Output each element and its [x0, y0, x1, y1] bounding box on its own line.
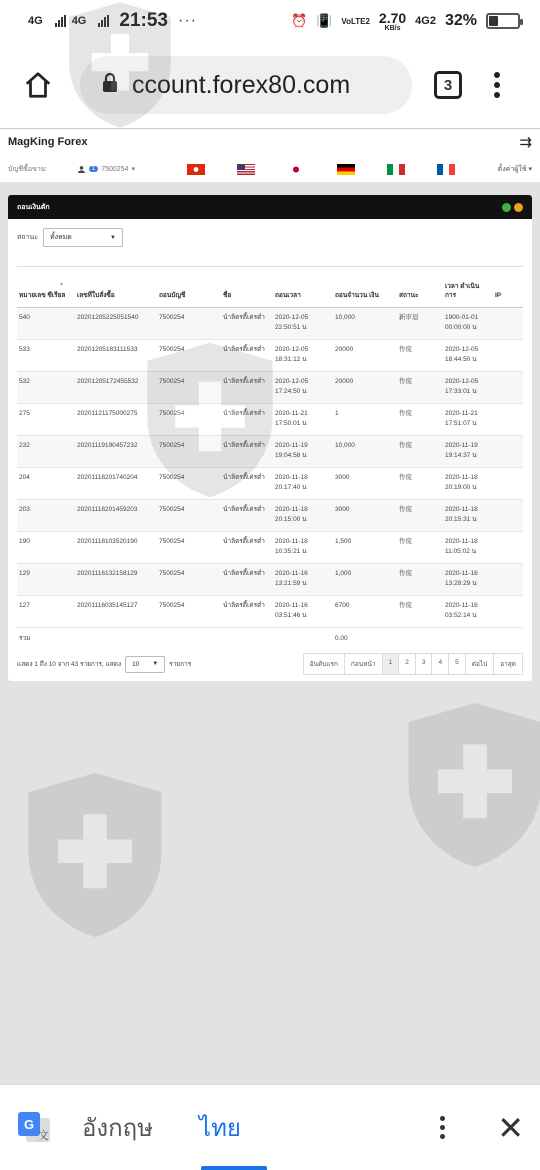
table-row: [17, 371, 523, 403]
cell-account: 7500254: [157, 435, 221, 467]
more-notifications-icon: ···: [177, 12, 197, 29]
cell-time: 2020-11-18 20:17:40 น: [273, 467, 333, 499]
cell-status: 作废: [397, 403, 443, 435]
cell-time: 2020-11-16 03:51:46 น: [273, 595, 333, 627]
cell-order: 20201116132158129: [75, 563, 157, 595]
page-5[interactable]: 5: [449, 654, 466, 674]
cell-amount: 1,500: [333, 531, 397, 563]
page-4[interactable]: 4: [432, 654, 449, 674]
user-icon: [77, 166, 86, 173]
cell-done: 2020-11-16 03:52:14 น: [443, 595, 493, 627]
network-type-1: 4G: [28, 14, 43, 27]
cell-account: 7500254: [157, 499, 221, 531]
page-next[interactable]: ต่อไป: [466, 654, 495, 674]
cell-ip: [493, 595, 523, 627]
withdrawal-panel: [8, 195, 532, 681]
cell-name: นำลิตรตี้เค่รตำ: [221, 595, 273, 627]
cell-ip: [493, 563, 523, 595]
cell-time: 2020-12-05 17:24:50 น: [273, 371, 333, 403]
cell-account: 7500254: [157, 467, 221, 499]
cell-amount: 6700: [333, 595, 397, 627]
network-speed: 2.70 KB/s: [378, 9, 407, 32]
table-row: [17, 435, 523, 467]
cell-serial: 540: [17, 307, 75, 339]
logout-icon[interactable]: ⇉: [519, 134, 532, 151]
cell-amount: 1: [333, 403, 397, 435]
cell-ip: [493, 435, 523, 467]
cell-done: 1900-01-01 00:00:00 น: [443, 307, 493, 339]
cell-name: นำลิตรตี้เค่รตำ: [221, 403, 273, 435]
france-flag[interactable]: [437, 164, 455, 175]
volte-indicator: VoLTE2: [341, 16, 370, 26]
expand-icon[interactable]: [502, 203, 511, 212]
cell-status: 作废: [397, 595, 443, 627]
cell-status: 作废: [397, 371, 443, 403]
network-type-2: 4G: [71, 14, 87, 27]
table-footer: [8, 647, 532, 681]
page-size-suffix: รายการ: [169, 661, 192, 668]
cell-done: 2020-11-18 11:05:02 น: [443, 531, 493, 563]
caret-down-icon: ▼: [152, 661, 159, 667]
cell-name: นำลิตรตี้เค่รตำ: [221, 531, 273, 563]
page-3[interactable]: 3: [416, 654, 433, 674]
cell-account: 7500254: [157, 531, 221, 563]
status-select[interactable]: ทั้งหมด ▼: [43, 228, 123, 247]
cell-account: 7500254: [157, 403, 221, 435]
cell-order: 20201205172455532: [75, 371, 157, 403]
cell-time: 2020-12-05 18:31:12 น: [273, 339, 333, 371]
col-done-time[interactable]: เวลา ดำเนิน การ: [443, 267, 493, 307]
cell-done: 2020-11-19 19:14:37 น: [443, 435, 493, 467]
cell-order: 20201116035145127: [75, 595, 157, 627]
site-brand[interactable]: MagKing Forex: [8, 136, 88, 148]
cell-time: 2020-11-18 20:15:00 น: [273, 499, 333, 531]
cell-name: นำลิตรตี้เค่รตำ: [221, 563, 273, 595]
cell-name: นำลิตรตี้เค่รตำ: [221, 435, 273, 467]
translate-menu-icon[interactable]: [440, 1116, 445, 1139]
source-language-tab[interactable]: อังกฤษ: [82, 1115, 154, 1142]
status-bar: [0, 0, 540, 42]
cell-order: 20201119190457232: [75, 435, 157, 467]
status-filter: [8, 219, 532, 256]
page-last[interactable]: อาสุด: [500, 661, 516, 668]
panel-header: [8, 195, 532, 219]
cell-time: 2020-12-05 22:50:51 น: [273, 307, 333, 339]
cell-serial: 232: [17, 435, 75, 467]
cell-account: 7500254: [157, 563, 221, 595]
cell-order: 20201205225051540: [75, 307, 157, 339]
account-label: บัญชีซื้อขาย:: [8, 165, 47, 173]
home-icon[interactable]: [18, 65, 58, 105]
cell-ip: [493, 371, 523, 403]
alarm-icon: ⏰: [290, 13, 308, 28]
google-translate-icon[interactable]: [16, 1110, 52, 1146]
cell-done: 2020-11-18 20:15:31 น: [443, 499, 493, 531]
table-row: [17, 339, 523, 371]
close-icon[interactable]: ✕: [497, 1109, 524, 1146]
lock-icon: [102, 71, 118, 100]
cell-ip: [493, 531, 523, 563]
cell-status: 作废: [397, 531, 443, 563]
cell-time: 2020-11-18 10:35:21 น: [273, 531, 333, 563]
table-row: [17, 307, 523, 339]
cell-amount: 20000: [333, 371, 397, 403]
page-size-select[interactable]: 10 ▼: [125, 656, 165, 673]
svg-text:文: 文: [38, 1128, 49, 1142]
cell-done: 2020-11-16 13:28:29 น: [443, 563, 493, 595]
url-bar[interactable]: [80, 56, 412, 114]
battery-icon: [486, 13, 520, 29]
withdrawal-table: [17, 267, 523, 647]
browser-toolbar: [0, 42, 540, 128]
signal-icon-1: [55, 15, 66, 27]
cell-time: 2020-11-19 19:04:58 น: [273, 435, 333, 467]
table-row: [17, 403, 523, 435]
table-header-row: [17, 267, 523, 307]
account-badge: 1: [89, 166, 98, 172]
cell-serial: 129: [17, 563, 75, 595]
cell-name: นำลิตรตี้เค่รตำ: [221, 499, 273, 531]
col-status[interactable]: สถานะ: [397, 267, 443, 307]
sort-icon: ▲: [59, 281, 64, 287]
minimize-icon[interactable]: [514, 203, 523, 212]
cell-serial: 190: [17, 531, 75, 563]
cell-status: 作废: [397, 435, 443, 467]
cell-amount: 1,000: [333, 563, 397, 595]
page-prev[interactable]: ก่อนหน้า: [345, 654, 383, 674]
table-row: [17, 531, 523, 563]
cell-name: นำลิตรตี้เค่รตำ: [221, 339, 273, 371]
col-order[interactable]: เลขที่ใบสั่งซื้อ: [75, 267, 157, 307]
col-ip[interactable]: IP: [493, 267, 523, 307]
cell-ip: [493, 339, 523, 371]
svg-text:G: G: [24, 1116, 35, 1132]
language-flags: [187, 164, 455, 175]
page-first[interactable]: อันดับแรก: [304, 654, 345, 674]
germany-flag[interactable]: [337, 164, 355, 175]
cell-account: 7500254: [157, 339, 221, 371]
italy-flag[interactable]: [387, 164, 405, 175]
japan-flag[interactable]: [287, 164, 305, 175]
page-2[interactable]: 2: [399, 654, 416, 674]
signal-icon-2: [98, 15, 109, 27]
usa-flag[interactable]: [237, 164, 255, 175]
cell-amount: 3000: [333, 499, 397, 531]
cell-ip: [493, 467, 523, 499]
cell-status: 新审退: [397, 307, 443, 339]
cell-order: 20201118201740204: [75, 467, 157, 499]
hong-kong-flag[interactable]: [187, 164, 205, 175]
account-selector[interactable]: [77, 165, 135, 173]
tab-switcher-button[interactable]: 3: [434, 71, 462, 99]
url-text: ccount.forex80.com: [132, 70, 351, 99]
cell-name: นำลิตรตี้เค่รตำ: [221, 371, 273, 403]
col-account[interactable]: ถอนบัญชี: [157, 267, 221, 307]
cell-ip: [493, 307, 523, 339]
cell-account: 7500254: [157, 371, 221, 403]
target-language-tab[interactable]: ไทย: [199, 1115, 241, 1142]
active-language-indicator: [201, 1166, 267, 1170]
cell-name: นำลิตรตี้เค่รตำ: [221, 467, 273, 499]
cell-time: 2020-11-21 17:50:01 น: [273, 403, 333, 435]
cell-amount: 3000: [333, 467, 397, 499]
cell-amount: 10,000: [333, 435, 397, 467]
cell-amount: 20000: [333, 339, 397, 371]
battery-percent: 32%: [444, 12, 477, 29]
pagination: [303, 653, 523, 675]
caret-down-icon: ▼: [110, 234, 116, 241]
cell-time: 2020-11-16 13:21:59 น: [273, 563, 333, 595]
cell-serial: 204: [17, 467, 75, 499]
cell-account: 7500254: [157, 595, 221, 627]
table-row: [17, 467, 523, 499]
cell-status: 作废: [397, 339, 443, 371]
col-time[interactable]: ถอนเวลา: [273, 267, 333, 307]
cell-amount: 10,000: [333, 307, 397, 339]
col-name[interactable]: ชื่อ: [221, 267, 273, 307]
panel-title: ถอนเงินตัก: [17, 203, 50, 211]
cell-name: นำลิตรตี้เค่รตำ: [221, 307, 273, 339]
site-header: [0, 128, 540, 182]
cell-status: 作废: [397, 563, 443, 595]
cell-serial: 533: [17, 339, 75, 371]
cell-serial: 203: [17, 499, 75, 531]
total-label: รวม: [17, 627, 75, 647]
cell-status: 作废: [397, 467, 443, 499]
total-amount: 0.00: [333, 627, 397, 647]
cell-done: 2020-12-05 18:44:50 น: [443, 339, 493, 371]
cell-order: 20201205183111533: [75, 339, 157, 371]
cell-done: 2020-11-21 17:51:07 น: [443, 403, 493, 435]
table-total-row: [17, 627, 523, 647]
cell-ip: [493, 499, 523, 531]
table-row: [17, 499, 523, 531]
page-1[interactable]: 1: [383, 654, 400, 674]
cell-status: 作废: [397, 499, 443, 531]
account-number: 7500254: [101, 165, 129, 173]
cell-done: 2020-11-18 20:19:00 น: [443, 467, 493, 499]
table-row: [17, 563, 523, 595]
cell-done: 2020-12-05 17:33:01 น: [443, 371, 493, 403]
user-settings-menu[interactable]: ตั้งค่าผู้ใช้ ▾: [497, 165, 532, 173]
vibrate-icon: 📳: [316, 13, 333, 28]
translate-bar: [0, 1084, 540, 1170]
table-info: แสดง 1 ถึง 10 จาก 43 รายการ, แสดง: [17, 661, 122, 668]
col-serial[interactable]: หมายเลข ซีเรียล ▲: [17, 267, 75, 307]
web-page: [0, 128, 540, 1084]
cell-ip: [493, 403, 523, 435]
browser-menu-icon[interactable]: [494, 72, 500, 98]
caret-down-icon: ▾: [131, 166, 136, 173]
cell-serial: 127: [17, 595, 75, 627]
cell-account: 7500254: [157, 307, 221, 339]
network-type-3: 4G2: [415, 15, 436, 27]
cell-order: 20201118103520190: [75, 531, 157, 563]
cell-order: 20201118201459203: [75, 499, 157, 531]
clock: 21:53: [119, 10, 168, 31]
table-row: [17, 595, 523, 627]
cell-order: 20201121175000275: [75, 403, 157, 435]
col-amount[interactable]: ถอนจำนวน เงิน: [333, 267, 397, 307]
cell-serial: 532: [17, 371, 75, 403]
filter-label: สถานะ: [17, 234, 38, 241]
cell-serial: 275: [17, 403, 75, 435]
